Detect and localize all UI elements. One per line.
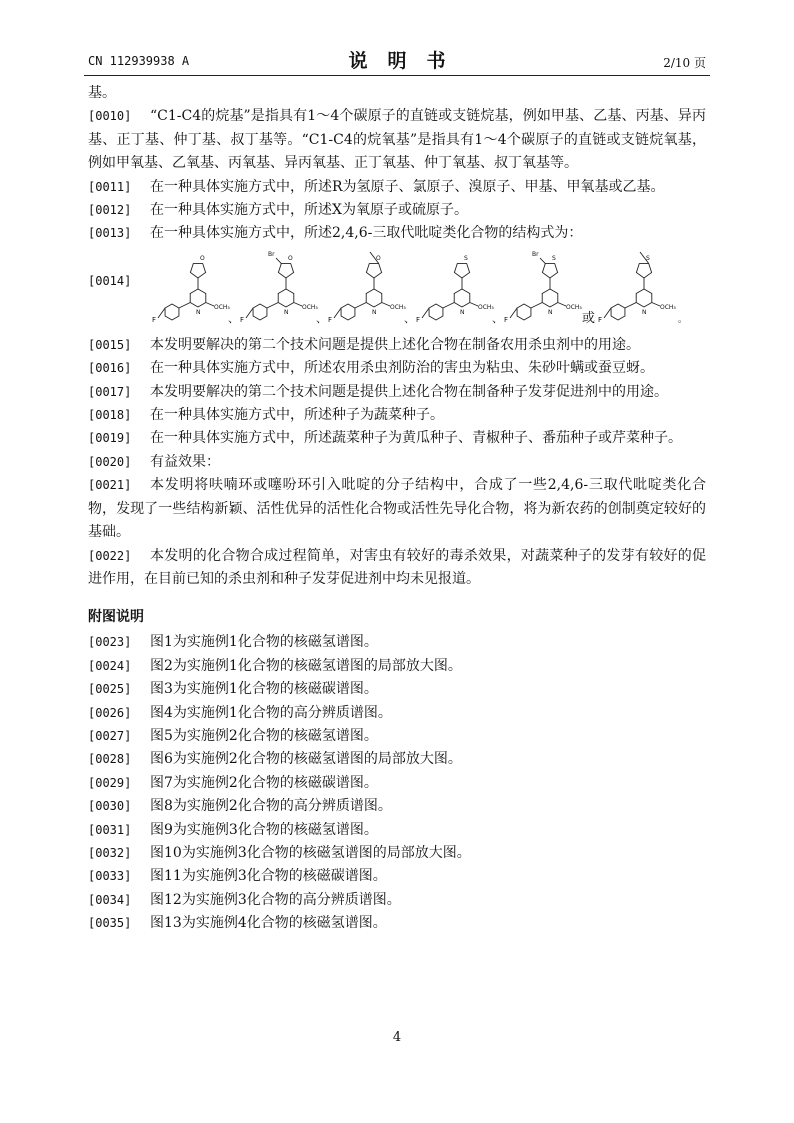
paragraph-text: 图9为实施例3化合物的核磁氢谱图。 [150, 821, 378, 838]
paragraph-text: 在一种具体实施方式中，所述X为氧原子或硫原子。 [150, 202, 468, 219]
paragraph-text: “C1-C4的烷基”是指具有1～4个碳原子的直链或支链烷基，例如甲基、乙基、丙基、异丙基、正丁基、仲丁基、叔丁基等。“C1-C4的烷氧基”是指具有1～4个碳原子的直链或支链烷氧基，例如甲氧基、乙氧基、丙氧基、异丙氧基、正丁氧基、仲丁氧基、叔丁氧基等。 [88, 108, 706, 172]
header-rule [84, 75, 710, 76]
page-header [88, 46, 706, 74]
paragraph-number: [0034] [88, 892, 132, 907]
paragraph-number: [0014] [88, 273, 132, 288]
paragraph-text: 本发明要解决的第二个技术问题是提供上述化合物在制备种子发芽促进剂中的用途。 [150, 383, 668, 400]
paragraph-text: 本发明的化合物合成过程简单，对害虫有较好的毒杀效果，对蔬菜种子的发芽有较好的促进作用，在目前已知的杀虫剂和种子发芽促进剂中均未见报道。 [88, 547, 706, 587]
methoxy-label: OCH₃ [214, 303, 230, 311]
paragraph [88, 105, 706, 175]
methoxy-label: OCH₃ [390, 303, 406, 311]
paragraph-text: 图8为实施例2化合物的高分辨质谱图。 [150, 798, 392, 815]
paragraph [88, 631, 706, 654]
paragraph-number: [0012] [88, 203, 132, 218]
paragraph-number: [0015] [88, 337, 132, 352]
paragraph-text: 图11为实施例3化合物的核磁碳谱图。 [150, 868, 387, 885]
paragraph-text: 在一种具体实施方式中，所述R为氢原子、氯原子、溴原子、甲基、甲氧基或乙基。 [150, 178, 665, 195]
paragraph-text: 图2为实施例1化合物的核磁氢谱图的局部放大图。 [150, 657, 462, 674]
nitrogen-label: N [196, 308, 201, 316]
structure-drawings [150, 248, 710, 334]
end-mark: 。 [678, 314, 688, 325]
paragraph-number: [0020] [88, 454, 132, 469]
or-word: 或 [582, 310, 596, 326]
paragraph [88, 678, 706, 701]
structure-6 [598, 252, 687, 325]
page-indicator: 2/10 页 [663, 56, 706, 70]
paragraph-text: 基。 [88, 85, 116, 101]
paragraph [88, 474, 706, 544]
paragraph-text: 图4为实施例1化合物的高分辨质谱图。 [150, 704, 392, 721]
methoxy-label: OCH₃ [478, 303, 494, 311]
methoxy-label: OCH₃ [302, 303, 318, 311]
paragraph-text: 图3为实施例1化合物的核磁碳谱图。 [150, 681, 378, 698]
paragraph-text: 图1为实施例1化合物的核磁氢谱图。 [150, 634, 378, 651]
figure-list [88, 631, 706, 935]
paragraph-text: 本发明要解决的第二个技术问题是提供上述化合物在制备农用杀虫剂中的用途。 [150, 336, 640, 353]
structure-formulas [88, 248, 706, 334]
paragraph-number: [0032] [88, 845, 132, 860]
nitrogen-label: N [642, 308, 647, 316]
paragraph-number: [0019] [88, 431, 132, 446]
paragraph-text: 本发明将呋喃环或噻吩环引入吡啶的分子结构中，合成了一些2,4,6-三取代吡啶类化合物，发现了一些结构新颖、活性优异的活性化合物或活性先导化合物，将为新农药的创制奠定较好的基础。 [88, 477, 706, 541]
separator-mark: 、 [316, 311, 327, 325]
paragraph-text: 在一种具体实施方式中，所述种子为蔬菜种子。 [150, 407, 444, 424]
paragraph-text: 在一种具体实施方式中，所述2,4,6-三取代吡啶类化合物的结构式为： [150, 225, 583, 242]
paragraph [88, 912, 706, 935]
fluorine-label: F [598, 315, 603, 324]
paragraph-number: [0011] [88, 179, 132, 194]
paragraph-text: 在一种具体实施方式中，所述农用杀虫剂防治的害虫为粘虫、朱砂叶螨或蚕豆蚜。 [150, 360, 654, 377]
methoxy-label: OCH₃ [566, 303, 582, 311]
paragraph [88, 795, 706, 818]
structure-3 [328, 252, 415, 325]
heteroatom-label: O [376, 254, 381, 262]
paragraph-text: 图7为实施例2化合物的核磁碳谱图。 [150, 774, 378, 791]
paragraph-number: [0031] [88, 822, 132, 837]
heteroatom-label: S [464, 254, 468, 262]
structure-5 [504, 251, 595, 326]
paragraph-text: 图12为实施例3化合物的高分辨质谱图。 [150, 891, 401, 908]
paragraph-text: 图6为实施例2化合物的核磁氢谱图的局部放大图。 [150, 751, 462, 768]
paragraph [88, 199, 706, 222]
paragraph [88, 702, 706, 725]
paragraph [88, 725, 706, 748]
paragraph [88, 865, 706, 888]
paragraph-number: [0028] [88, 752, 132, 767]
heteroatom-label: O [200, 254, 205, 262]
paragraph-number: [0025] [88, 682, 132, 697]
nitrogen-label: N [548, 308, 553, 316]
paragraph-number: [0018] [88, 408, 132, 423]
fluorine-label: F [416, 315, 421, 324]
nitrogen-label: N [372, 308, 377, 316]
paragraph-number: [0022] [88, 548, 132, 563]
document-body [88, 82, 706, 936]
paragraph-text: 图10为实施例3化合物的核磁氢谱图的局部放大图。 [150, 844, 471, 861]
separator-mark: 、 [404, 311, 415, 325]
paragraph-text: 在一种具体实施方式中，所述蔬菜种子为黄瓜种子、青椒种子、番茄种子或芹菜种子。 [150, 430, 682, 447]
heteroatom-label: O [288, 254, 293, 262]
nitrogen-label: N [284, 308, 289, 316]
paragraph-number: [0027] [88, 728, 132, 743]
heteroatom-label: S [646, 254, 650, 262]
paragraph [88, 334, 706, 357]
fluorine-label: F [152, 315, 157, 324]
page-number: 4 [392, 1030, 402, 1045]
paragraph [88, 772, 706, 795]
paragraph [88, 655, 706, 678]
paragraph-fragment [88, 82, 706, 105]
paragraph-number: [0017] [88, 384, 132, 399]
paragraph [88, 451, 706, 474]
paragraph-number: [0030] [88, 799, 132, 814]
paragraph [88, 545, 706, 592]
heteroatom-label: S [552, 254, 556, 262]
paragraph-text: 图5为实施例2化合物的核磁氢谱图。 [150, 727, 378, 744]
fluorine-label: F [504, 315, 509, 324]
paragraph-number: [0023] [88, 635, 132, 650]
paragraph-group-b [88, 334, 706, 591]
patent-number: CN 112939938 A [88, 54, 190, 68]
paragraph [88, 222, 706, 245]
paragraph-number: [0026] [88, 705, 132, 720]
paragraph [88, 357, 706, 380]
nitrogen-label: N [460, 308, 465, 316]
paragraph-group-a [88, 105, 706, 245]
structure-4 [416, 255, 503, 325]
bromine-label: Br [532, 250, 539, 258]
paragraph-number: [0013] [88, 226, 132, 241]
paragraph-text: 图13为实施例4化合物的核磁氢谱图。 [150, 915, 387, 932]
paragraph-number: [0035] [88, 916, 132, 931]
paragraph [88, 842, 706, 865]
paragraph [88, 427, 706, 450]
paragraph-number: [0033] [88, 869, 132, 884]
structure-2 [240, 251, 327, 325]
separator-mark: 、 [492, 311, 503, 325]
paragraph [88, 819, 706, 842]
paragraph-number: [0021] [88, 478, 132, 493]
paragraph-number: [0016] [88, 361, 132, 376]
bromine-label: Br [268, 250, 275, 258]
structure-1 [152, 255, 239, 325]
paragraph-text: 有益效果： [150, 453, 220, 470]
methoxy-label: OCH₃ [660, 303, 676, 311]
document-title: 说明书 [348, 50, 466, 72]
paragraph-number: [0010] [88, 109, 132, 124]
paragraph [88, 889, 706, 912]
separator-mark: 、 [228, 311, 239, 325]
paragraph [88, 381, 706, 404]
figures-section-title: 附图说明 [88, 609, 144, 626]
fluorine-label: F [328, 315, 333, 324]
paragraph [88, 176, 706, 199]
paragraph [88, 748, 706, 771]
paragraph [88, 404, 706, 427]
fluorine-label: F [240, 315, 245, 324]
paragraph-number: [0029] [88, 775, 132, 790]
paragraph-number: [0024] [88, 658, 132, 673]
